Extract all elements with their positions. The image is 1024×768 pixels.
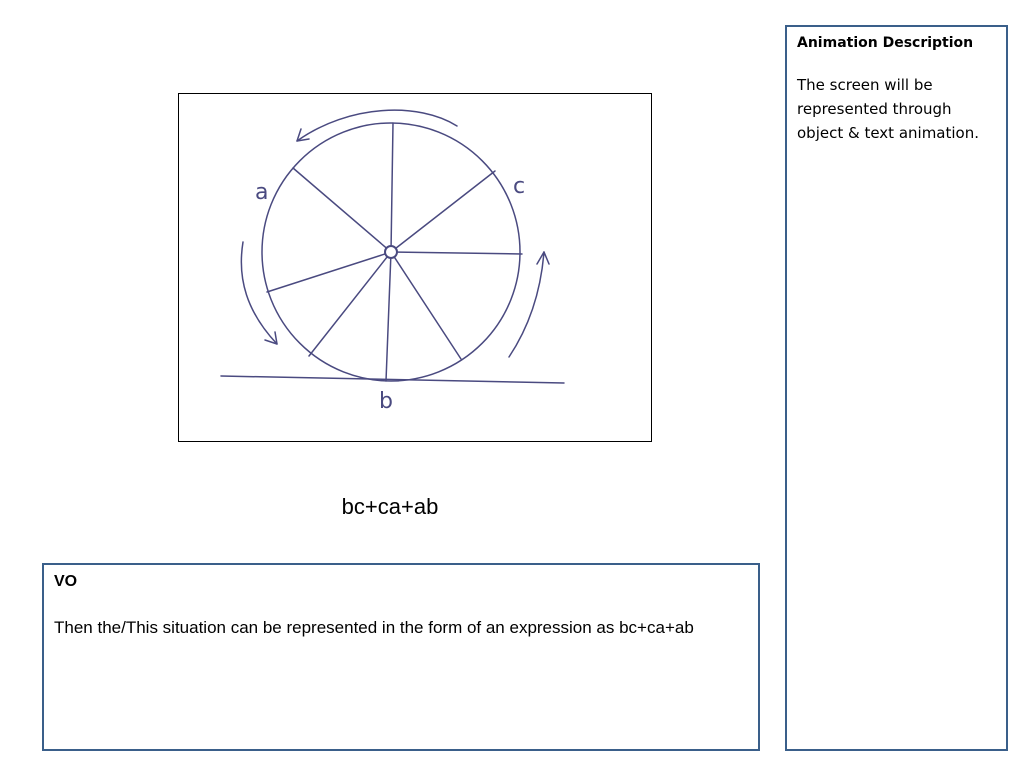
label-c: c — [513, 174, 526, 199]
wheel-sketch — [179, 94, 653, 443]
animation-description-text: The screen will be represented through object & text animation. — [797, 76, 979, 142]
voiceover-box — [42, 563, 760, 751]
voiceover-text: Then the/This situation can be represented in the form of an expression as bc+ca+ab — [54, 618, 694, 637]
right-rotation-arrow — [509, 252, 544, 357]
animation-description-title: Animation Description — [797, 35, 974, 51]
expression-text: bc+ca+ab — [341, 494, 439, 519]
wheel-sketch-image — [178, 93, 652, 442]
top-rotation-arrow — [297, 110, 457, 141]
animation-description-box — [785, 25, 1008, 751]
ground-line — [221, 376, 564, 383]
wheel-hub — [385, 246, 397, 258]
label-a: a — [255, 180, 269, 205]
label-b: b — [379, 389, 393, 414]
left-rotation-arrow — [241, 242, 277, 344]
voiceover-title: VO — [54, 573, 78, 590]
